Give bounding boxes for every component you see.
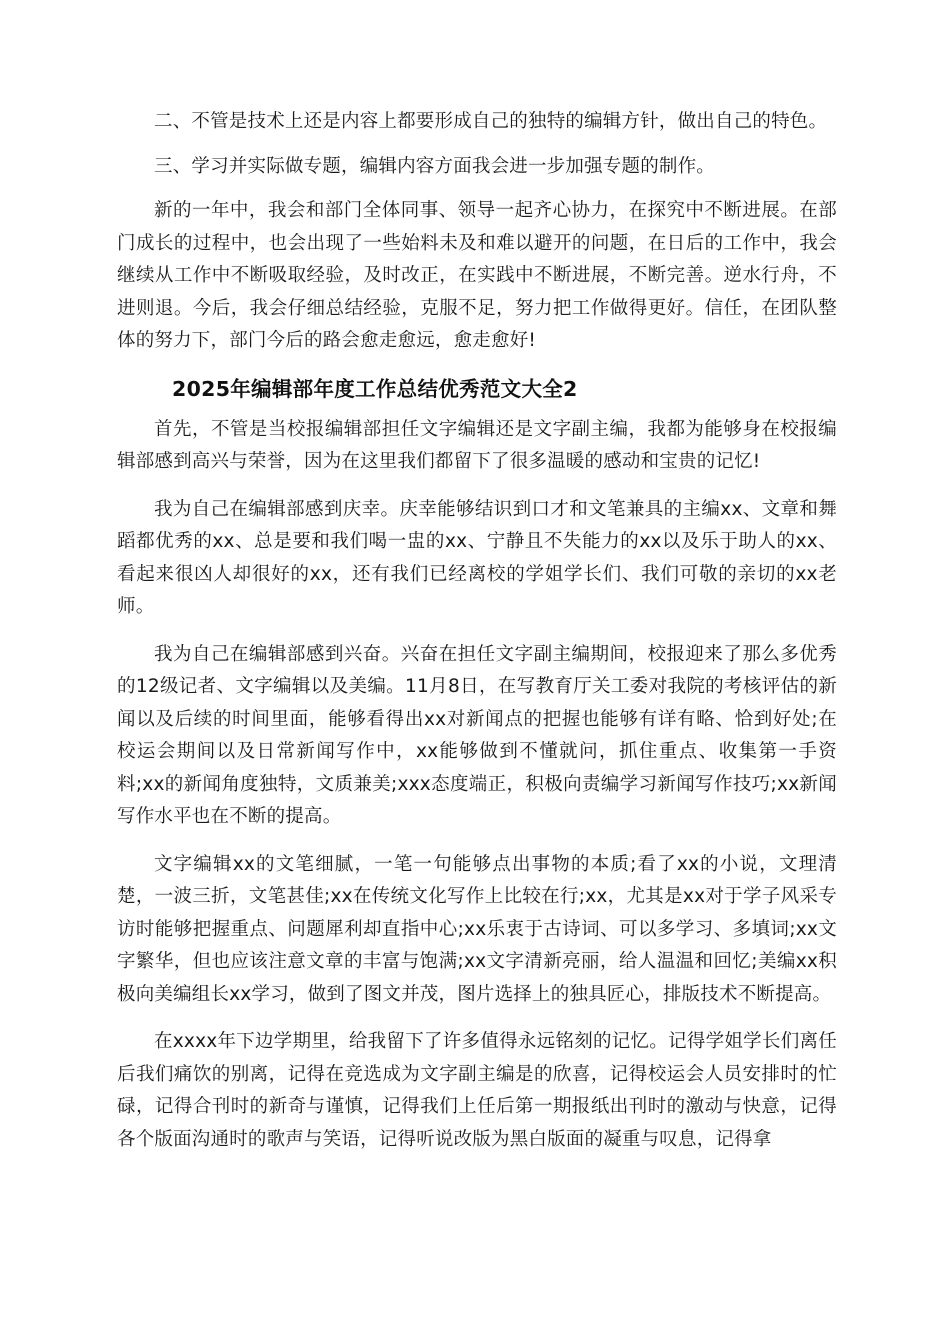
paragraph-memories: 在xxxx年下边学期里，给我留下了许多值得永远铭刻的记忆。记得学姐学长们离任后我们痛饮的别离，记得在竞选成为文字副主编是的欣喜，记得校运会人员安排时的忙碌，记得合刊时的新奇与谨慎，记得我们上任后第一期报纸出刊时的激动与快意，记得各个版面沟通时的歌声与笑语，记得听说改版为黑白版面的凝重与叹息，记得拿 [117, 1031, 837, 1150]
document-page [117, 106, 837, 1156]
paragraph-new-year: 新的一年中，我会和部门全体同事、领导一起齐心协力，在探究中不断进展。在部门成长的过程中，也会出现了一些始料未及和难以避开的问题，在日后的工作中，我会继续从工作中不断吸取经验，及时改正，在实践中不断进展，不断完善。逆水行舟，不进则退。今后，我会仔细总结经验，克服不足，努力把工作做得更好。信任，在团队整体的努力下，部门今后的路会愈走愈远，愈走愈好! [117, 200, 837, 351]
paragraph-fortunate: 我为自己在编辑部感到庆幸。庆幸能够结识到口才和文笔兼具的主编xx、文章和舞蹈都优秀的xx、总是要和我们喝一盅的xx、宁静且不失能力的xx以及乐于助人的xx、看起来很凶人却很好的xx，还有我们已经离校的学姐学长们、我们可敬的亲切的xx老师。 [117, 498, 837, 617]
paragraph-first: 首先，不管是当校报编辑部担任文字编辑还是文字副主编，我都为能够身在校报编辑部感到高兴与荣誉，因为在这里我们都留下了很多温暖的感动和宝贵的记忆! [117, 418, 837, 472]
paragraph-point-two: 二、不管是技术上还是内容上都要形成自己的独特的编辑方针，做出自己的特色。 [154, 111, 828, 132]
paragraph-point-three: 三、学习并实际做专题，编辑内容方面我会进一步加强专题的制作。 [154, 155, 716, 177]
paragraph-excited: 我为自己在编辑部感到兴奋。兴奋在担任文字副主编期间，校报迎来了那么多优秀的12级记者、文字编辑以及美编。11月8日，在写教育厅关工委对我院的考核评估的新闻以及后续的时间里面，能够看得出xx对新闻点的把握也能够有详有略、恰到好处;在校运会期间以及日常新闻写作中，xx能够做到不懂就问，抓住重点、收集第一手资料;xx的新闻角度独特，文质兼美;xxx态度端正，积极向责编学习新闻写作技巧;xx新闻写作水平也在不断的提高。 [117, 643, 837, 827]
paragraph-text-editors: 文字编辑xx的文笔细腻，一笔一句能够点出事物的本质;看了xx的小说，文理清楚，一波三折，文笔甚佳;xx在传统文化写作上比较在行;xx，尤其是xx对于学子风采专访时能够把握重点、问题犀利却直指中心;xx乐衷于古诗词、可以多学习、多填词;xx文字繁华，但也应该注意文章的丰富与饱满;xx文字清新亮丽，给人温温和回忆;美编xx积极向美编组长xx学习，做到了图文并茂，图片选择上的独具匠心，排版技术不断提高。 [117, 853, 837, 1005]
section-heading: 2025年编辑部年度工作总结优秀范文大全2 [172, 376, 578, 401]
